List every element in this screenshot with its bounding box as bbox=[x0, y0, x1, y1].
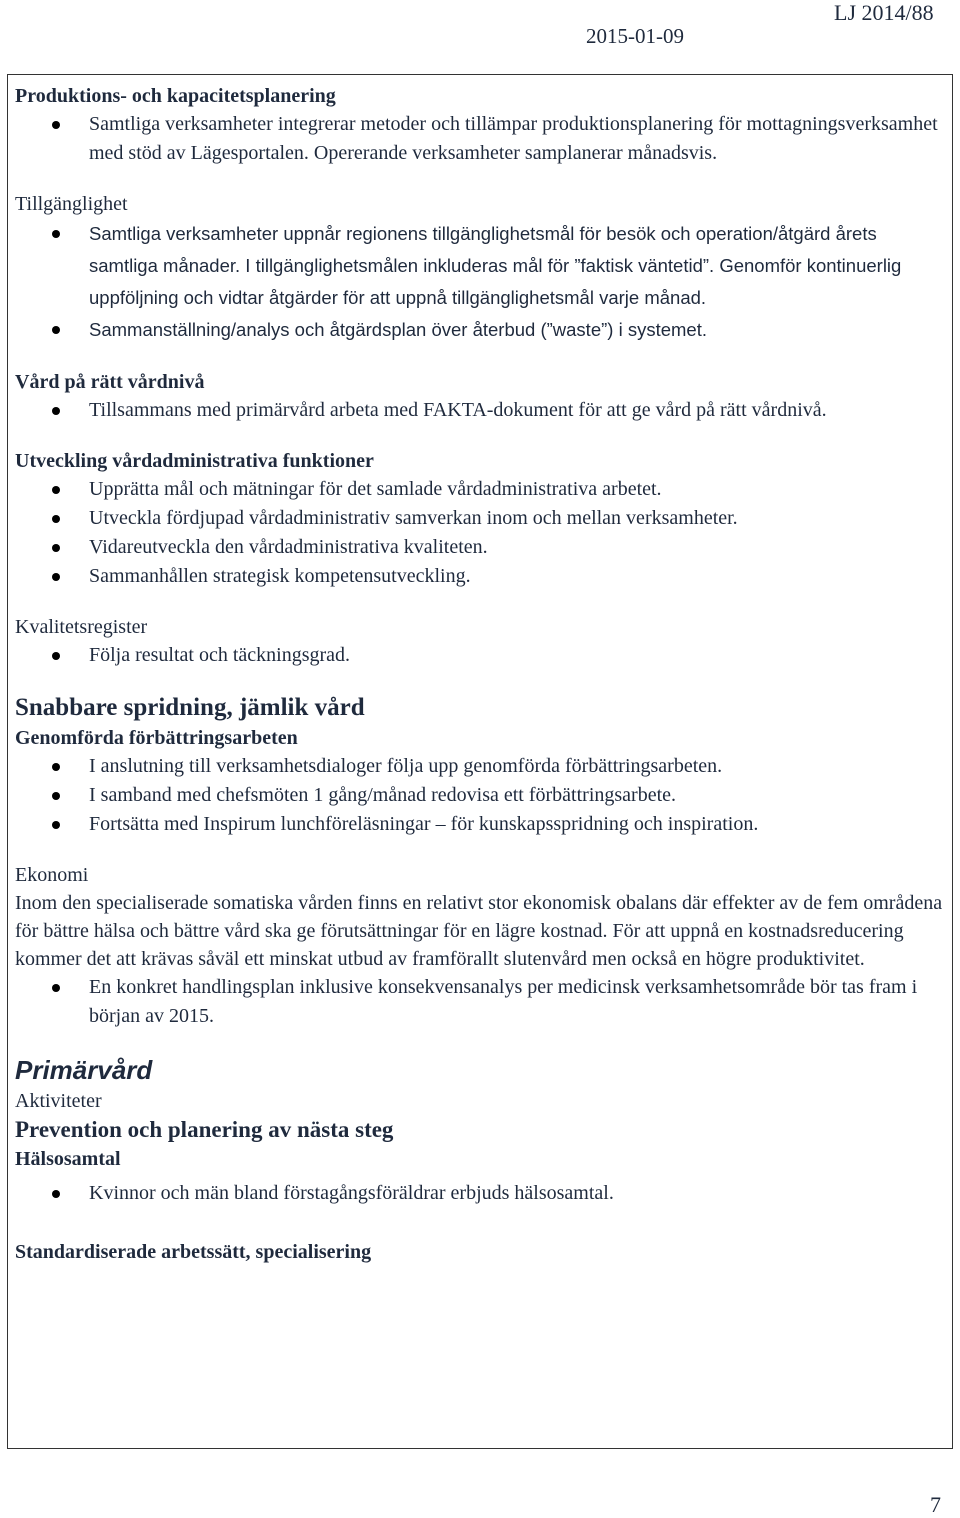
list-item: Sammanhållen strategisk kompetensutveckling. bbox=[15, 562, 945, 591]
subheading-halsosamtal: Hälsosamtal bbox=[15, 1148, 121, 1170]
document-body bbox=[15, 82, 945, 1266]
list-ekonomi bbox=[15, 973, 945, 1031]
bullet-icon bbox=[52, 763, 60, 771]
list-halsosamtal bbox=[15, 1179, 945, 1208]
list-item: Tillsammans med primärvård arbeta med FAKTA-dokument för att ge vård på rätt vårdnivå. bbox=[15, 396, 945, 425]
list-tillganglighet bbox=[15, 218, 945, 346]
heading-primarvard: Primärvård bbox=[15, 1055, 153, 1085]
bullet-icon bbox=[52, 1190, 60, 1198]
list-utveckling bbox=[15, 475, 945, 591]
heading-produktion: Produktions- och kapacitetsplanering bbox=[15, 85, 336, 107]
heading-tillganglighet: Tillgänglighet bbox=[15, 193, 128, 215]
bullet-icon bbox=[52, 652, 60, 660]
bullet-icon bbox=[52, 230, 60, 238]
bullet-icon bbox=[52, 486, 60, 494]
list-forbattringsarbeten bbox=[15, 752, 945, 839]
list-item: I samband med chefsmöten 1 gång/månad redovisa ett förbättringsarbete. bbox=[15, 781, 945, 810]
bullet-icon bbox=[52, 573, 60, 581]
heading-standardiserade: Standardiserade arbetssätt, specialisering bbox=[15, 1241, 372, 1263]
subheading-aktiviteter: Aktiviteter bbox=[15, 1090, 102, 1112]
list-item: Utveckla fördjupad vårdadministrativ samverkan inom och mellan verksamheter. bbox=[15, 504, 945, 533]
subheading-forbattringsarbeten: Genomförda förbättringsarbeten bbox=[15, 727, 298, 749]
bullet-icon bbox=[52, 515, 60, 523]
list-item: Följa resultat och täckningsgrad. bbox=[15, 641, 945, 670]
ekonomi-paragraph: Inom den specialiserade somatiska vården finns en relativt stor ekonomisk obalans där effekter av de fem områdena för bättre hälsa och bättre vård ska ge förutsättningar för en lägre kostnad. För att uppnå en kostnadsreducering kommer det att krävas såväl ett minskat utbud av framförallt slutenvård men också en högre produktivitet. bbox=[15, 892, 943, 970]
list-item: Samtliga verksamheter integrerar metoder och tillämpar produktionsplanering för mottagningsverksamhet med stöd av Lägesportalen. Opererande verksamheter samplanerar månadsvis. bbox=[15, 110, 945, 168]
list-item: En konkret handlingsplan inklusive konsekvensanalys per medicinsk verksamhetsområde bör tas fram i början av 2015. bbox=[15, 973, 945, 1031]
list-produktion bbox=[15, 110, 945, 168]
heading-ekonomi: Ekonomi bbox=[15, 864, 89, 886]
list-item: Sammanställning/analys och åtgärdsplan över återbud (”waste”) i systemet. bbox=[15, 314, 945, 346]
list-item: Upprätta mål och mätningar för det samlade vårdadministrativa arbetet. bbox=[15, 475, 945, 504]
bullet-icon bbox=[52, 792, 60, 800]
list-item: Samtliga verksamheter uppnår regionens tillgänglighetsmål för besök och operation/åtgärd årets samtliga månader. I tillgänglighetsmålen inkluderas mål för ”faktisk väntetid”. Genomför kontinuerlig uppföljning och vidtar åtgärder för att uppnå tillgänglighetsmål varje månad. bbox=[15, 218, 945, 314]
list-kvalitetsregister bbox=[15, 641, 945, 670]
bullet-icon bbox=[52, 121, 60, 129]
heading-prevention: Prevention och planering av nästa steg bbox=[15, 1117, 394, 1142]
bullet-icon bbox=[52, 407, 60, 415]
bullet-icon bbox=[52, 821, 60, 829]
header-reference: LJ 2014/88 bbox=[834, 0, 934, 25]
list-vard-ratt-niva bbox=[15, 396, 945, 425]
heading-kvalitetsregister: Kvalitetsregister bbox=[15, 616, 148, 638]
list-item: Vidareutveckla den vårdadministrativa kvaliteten. bbox=[15, 533, 945, 562]
bullet-icon bbox=[52, 984, 60, 992]
bullet-icon bbox=[52, 544, 60, 552]
list-item: Fortsätta med Inspirum lunchföreläsningar – för kunskapsspridning och inspiration. bbox=[15, 810, 945, 839]
page-number: 7 bbox=[930, 1492, 941, 1517]
bullet-icon bbox=[52, 326, 60, 334]
heading-snabbare-spridning: Snabbare spridning, jämlik vård bbox=[15, 694, 365, 721]
heading-vard-ratt-niva: Vård på rätt vårdnivå bbox=[15, 371, 205, 393]
header-date: 2015-01-09 bbox=[586, 24, 684, 48]
heading-utveckling: Utveckling vårdadministrativa funktioner bbox=[15, 450, 374, 472]
list-item: I anslutning till verksamhetsdialoger följa upp genomförda förbättringsarbeten. bbox=[15, 752, 945, 781]
list-item: Kvinnor och män bland förstagångsföräldrar erbjuds hälsosamtal. bbox=[15, 1179, 945, 1208]
